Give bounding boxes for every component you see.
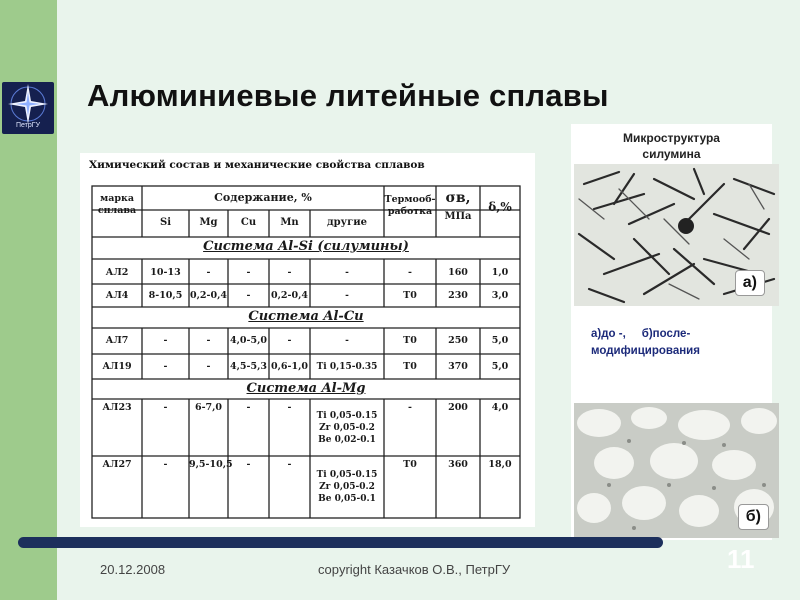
system-heading: Система Al-Si (силумины) <box>203 239 409 254</box>
header-element-2: Cu <box>240 217 257 228</box>
cell-other: Ti 0,15-0.35 <box>316 361 378 372</box>
cell-si: - <box>163 360 168 372</box>
cell-mn: - <box>287 267 292 278</box>
header-heat-line-1: Термооб- <box>384 194 436 205</box>
microstructure-caption-line-1: а)до -, б)после- <box>591 328 691 340</box>
system-heading: Система Al-Mg <box>246 381 366 396</box>
header-heat-line-2: работка <box>387 206 433 217</box>
header-sigma-line-2: МПа <box>444 211 472 222</box>
cell-sigma: 200 <box>448 402 468 413</box>
cell-heat: Т0 <box>403 360 417 372</box>
system-heading: Система Al-Cu <box>248 309 364 324</box>
slide-title: Алюминиевые литейные сплавы <box>87 78 609 113</box>
header-element-3: Mn <box>280 217 299 228</box>
micrograph-before <box>574 164 779 306</box>
cell-sigma: 250 <box>448 335 468 346</box>
cell-mn: - <box>287 459 292 470</box>
table-caption: Химический состав и механические свойства сплавов <box>89 159 425 171</box>
cell-heat: - <box>408 402 412 413</box>
cell-mn: 0,6-1,0 <box>271 360 308 372</box>
cell-cu: - <box>246 267 251 278</box>
cell-si: - <box>163 335 168 346</box>
footer-date: 20.12.2008 <box>100 562 166 577</box>
cell-sigma: 370 <box>448 360 468 372</box>
cell-grade: АЛ23 <box>102 402 132 413</box>
cell-sigma: 160 <box>448 267 468 278</box>
cell-delta: 18,0 <box>488 459 512 470</box>
cell-heat: Т0 <box>403 459 417 470</box>
alloy-table <box>80 153 535 527</box>
photo-a-label: а) <box>735 270 765 296</box>
cell-delta: 3,0 <box>491 289 509 301</box>
cell-mg: - <box>206 360 211 372</box>
logo-text: ПетрГУ <box>15 122 41 129</box>
header-element-4: другие <box>327 217 367 228</box>
cell-other: Zr 0,05-0.2 <box>319 422 375 433</box>
microstructure-title-line-2: силумина <box>642 147 701 161</box>
cell-cu: 4,0-5,0 <box>230 335 267 346</box>
cell-sigma: 230 <box>448 289 468 301</box>
cell-mn: 0,2-0,4 <box>271 289 308 301</box>
cell-heat: Т0 <box>403 289 417 301</box>
cell-mg: - <box>206 335 211 346</box>
cell-mg: 9,5-10,5 <box>189 459 233 470</box>
cell-mg: 0,2-0,4 <box>190 289 227 301</box>
cell-si: - <box>163 459 168 470</box>
microstructure-title-line-1: Микроструктура <box>623 131 720 145</box>
cell-delta: 5,0 <box>491 335 509 346</box>
cell-cu: - <box>246 289 251 301</box>
footer-bar <box>18 537 663 548</box>
cell-other: Be 0,05-0.1 <box>318 494 376 504</box>
header-element-0: Si <box>159 217 172 228</box>
cell-si: - <box>163 402 168 413</box>
cell-si: 10-13 <box>150 267 181 278</box>
cell-delta: 5,0 <box>491 360 509 372</box>
header-sigma-line-1: σв, <box>445 190 471 206</box>
cell-delta: 4,0 <box>491 402 509 413</box>
page-number: 11 <box>727 544 755 574</box>
cell-grade: АЛ19 <box>102 360 132 372</box>
cell-cu: 4,5-5,3 <box>230 360 267 372</box>
cell-si: 8-10,5 <box>148 289 183 301</box>
cell-other: Be 0,02-0.1 <box>318 434 376 445</box>
cell-cu: - <box>246 459 251 470</box>
cell-other: Ti 0,05-0.15 <box>316 470 378 480</box>
header-grade-line-1: марка <box>99 193 135 204</box>
cell-other: Zr 0,05-0.2 <box>319 482 375 492</box>
cell-other: - <box>345 268 349 278</box>
cell-sigma: 360 <box>448 459 468 470</box>
cell-mg: 6-7,0 <box>194 402 223 413</box>
cell-grade: АЛ4 <box>105 289 129 301</box>
microstructure-caption <box>591 326 700 360</box>
header-element-1: Mg <box>199 217 218 228</box>
cell-other: - <box>345 336 349 346</box>
cell-other: - <box>345 290 349 301</box>
header-delta: δ,% <box>488 200 512 214</box>
microstructure-caption-line-2: модифицирования <box>591 345 700 357</box>
cell-grade: АЛ2 <box>105 267 129 278</box>
cell-grade: АЛ7 <box>105 335 129 346</box>
university-logo <box>2 82 54 134</box>
header-content: Содержание, % <box>214 191 312 204</box>
cell-heat: - <box>408 267 412 278</box>
cell-heat: Т0 <box>403 335 417 346</box>
cell-delta: 1,0 <box>491 267 509 278</box>
cell-grade: АЛ27 <box>102 459 132 470</box>
footer-copyright: copyright Казачков О.В., ПетрГУ <box>318 562 511 577</box>
photo-b-label: б) <box>738 504 769 530</box>
header-grade-line-2: сплава <box>97 205 137 216</box>
microstructure-title <box>571 130 772 162</box>
cell-mg: - <box>206 267 211 278</box>
cell-other: Ti 0,05-0.15 <box>316 410 378 421</box>
micrograph-after <box>574 403 779 538</box>
cell-mn: - <box>287 402 292 413</box>
cell-cu: - <box>246 402 251 413</box>
cell-mn: - <box>287 335 292 346</box>
